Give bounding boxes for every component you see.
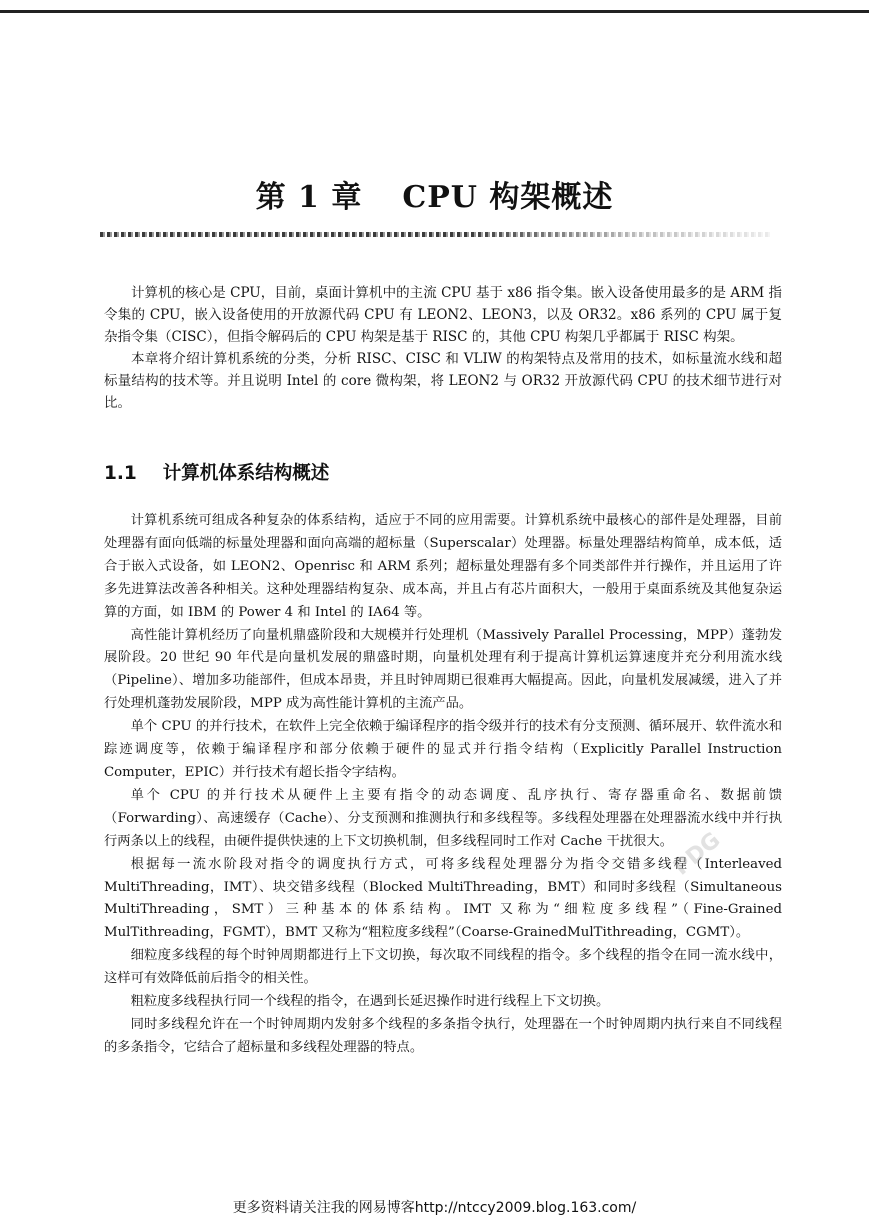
section-number: 1.1 xyxy=(104,463,137,484)
intro-paragraph: 计算机的核心是 CPU，目前，桌面计算机中的主流 CPU 基于 x86 指令集。嵌入设备使用最多的是 ARM 指令集的 CPU，嵌入设备使用的开放源代码 CPU 有 LEON2、LEON3，以及 OR32。x86 系列的 CPU 属于复杂指令集（CISC），但指令解码后的 CPU 构架是基于 RISC 的，其他 CPU 构架几乎都属于 RISC 构架。 xyxy=(104,285,782,345)
section-heading xyxy=(104,459,329,485)
body-paragraph: 粗粒度多线程执行同一个线程的指令，在遇到长延迟操作时进行线程上下文切换。 xyxy=(130,994,610,1010)
intro-paragraph: 本章将介绍计算机系统的分类，分析 RISC、CISC 和 VLIW 的构架特点及常用的技术，如标量流水线和超标量结构的技术等。并且说明 Intel 的 core 微构架，将 LEON2 与 OR32 开放源代码 CPU 的技术细节进行对比。 xyxy=(104,351,782,411)
section-title: 计算机体系结构概述 xyxy=(162,463,330,484)
intro-text xyxy=(104,282,782,414)
body-paragraph: 计算机系统可组成各种复杂的体系结构，适应于不同的应用需要。计算机系统中最核心的部件是处理器，目前处理器有面向低端的标量处理器和面向高端的超标量（Superscalar）处理器。标量处理器结构简单，成本低，适合于嵌入式设备，如 LEON2、Openrisc 和 ARM 系列；超标量处理器有多个同类部件并行操作，并且运用了许多先进算法改善各种相关。这种处理器结构复杂、成本高，并且占有芯片面积大，一般用于桌面系统及其他复杂运算的方面，如 IBM 的 Power 4 和 Intel 的 IA64 等。 xyxy=(104,513,782,620)
body-paragraph: 同时多线程允许在一个时钟周期内发射多个线程的多条指令执行，处理器在一个时钟周期内执行来自不同线程的多条指令，它结合了超标量和多线程处理器的特点。 xyxy=(104,1016,782,1055)
chapter-number: 第 1 章 xyxy=(255,180,363,215)
title-decorative-rule xyxy=(100,232,770,237)
body-paragraph: 单个 CPU 的并行技术，在软件上完全依赖于编译程序的指令级并行的技术有分支预测、循环展开、软件流水和踪迹调度等，依赖于编译程序和部分依赖于硬件的显式并行指令结构（Explicitly Parallel Instruction Computer，EPIC）并行技术有超长指令字结构。 xyxy=(104,719,782,780)
body-paragraph: 细粒度多线程的每个时钟周期都进行上下文切换，每次取不同线程的指令。多个线程的指令在同一流水线中，这样可有效降低前后指令的相关性。 xyxy=(104,948,782,987)
body-paragraph: 根据每一流水阶段对指令的调度执行方式，可将多线程处理器分为指令交错多线程（Interleaved MultiThreading，IMT）、块交错多线程（Blocked MultiThreading，BMT）和同时多线程（Simultaneous MultiThreading，SMT）三种基本的体系结构。IMT 又称为“细粒度多线程”（Fine-Grained MulTithreading，FGMT），BMT 又称为“粗粒度多线程”（Coarse-GrainedMulTithreading，CGMT）。 xyxy=(104,856,782,941)
watermark-text: PDG xyxy=(669,827,726,881)
section-body xyxy=(104,510,782,1060)
footer-blog-link: 更多资料请关注我的网易博客http://ntccy2009.blog.163.com/ xyxy=(232,1200,637,1216)
top-border-rule xyxy=(0,10,869,13)
chapter-title xyxy=(0,172,869,216)
body-paragraph: 高性能计算机经历了向量机鼎盛阶段和大规模并行处理机（Massively Parallel Processing，MPP）蓬勃发展阶段。20 世纪 90 年代是向量机发展的鼎盛时期，向量机处理有利于提高计算机运算速度并充分利用流水线（Pipeline）、增加多功能部件，但成本昂贵，并且时钟周期已很难再大幅提高。因此，向量机发展减缓，进入了并行处理机蓬勃发展阶段，MPP 成为高性能计算机的主流产品。 xyxy=(104,627,782,712)
chapter-title-text: CPU 构架概述 xyxy=(402,180,614,215)
body-paragraph: 单个 CPU 的并行技术从硬件上主要有指令的动态调度、乱序执行、寄存器重命名、数据前馈（Forwarding）、高速缓存（Cache）、分支预测和推测执行和多线程等。多线程处理器在处理器流水线中并行执行两条以上的线程，由硬件提供快速的上下文切换机制，但多线程同时工作对 Cache 干扰很大。 xyxy=(104,787,782,849)
